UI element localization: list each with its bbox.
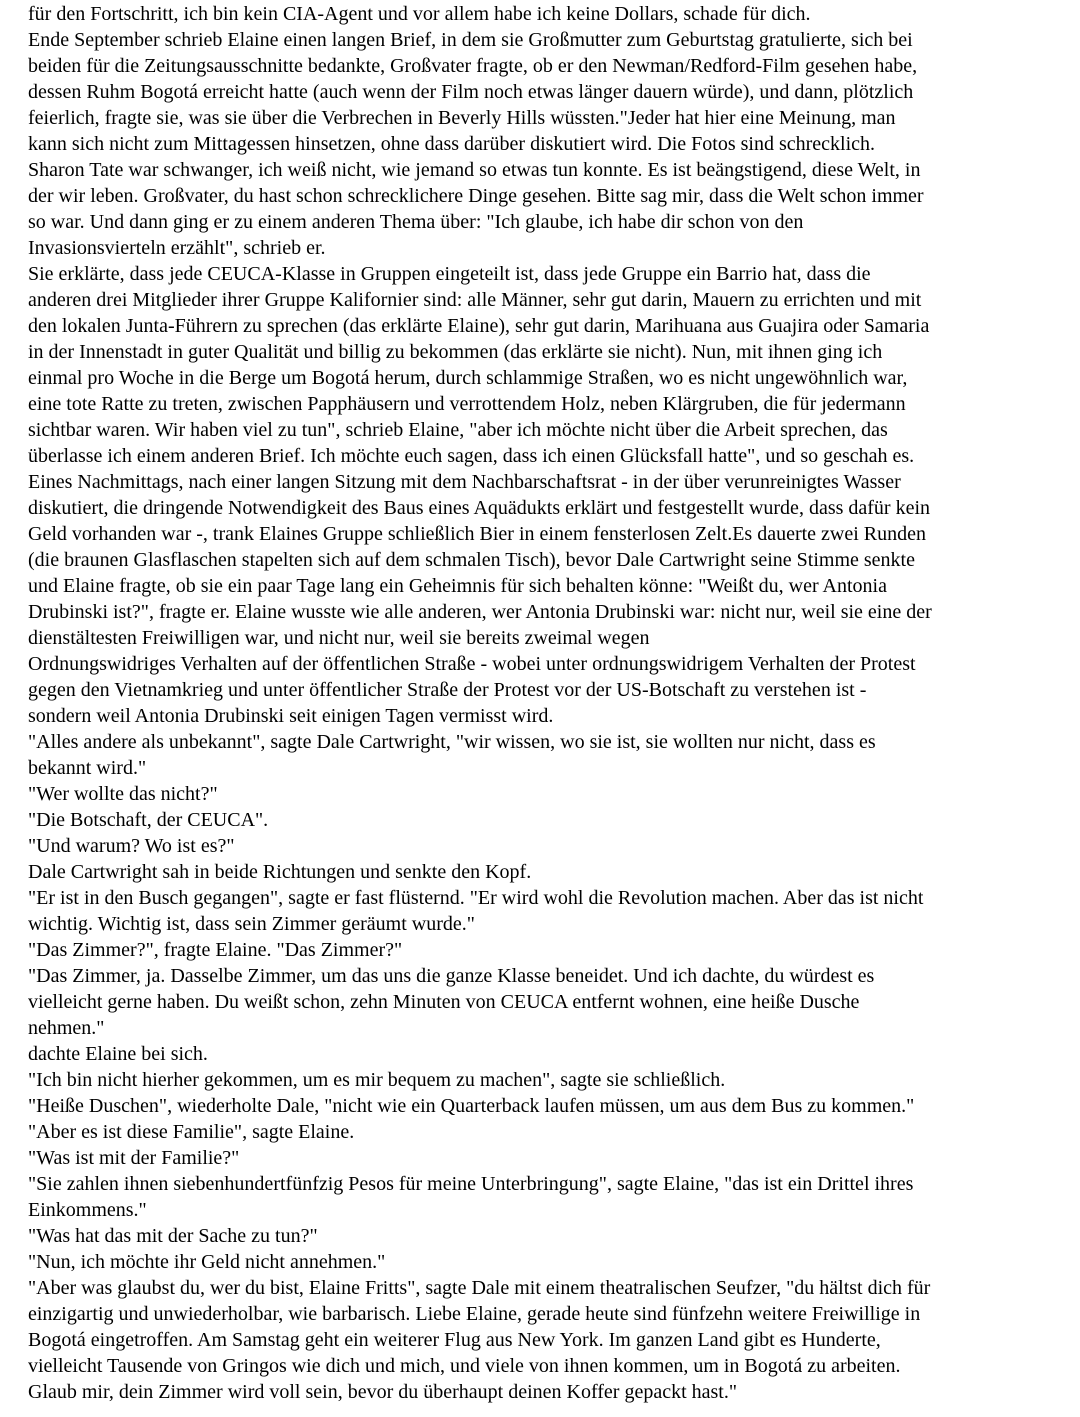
- paragraph-9: "Er ist in den Busch gegangen", sagte er fast flüsternd. "Er wird wohl die Revolution machen. Aber das ist nicht wichtig. Wichtig ist, dass sein Zimmer geräumt wurde.": [28, 887, 924, 935]
- paragraph-8: Dale Cartwright sah in beide Richtungen und senkte den Kopf.: [28, 861, 532, 883]
- paragraph-7: "Und warum? Wo ist es?": [28, 835, 235, 857]
- paragraph-13: "Ich bin nicht hierher gekommen, um es mir bequem zu machen", sagte sie schließlich.: [28, 1069, 726, 1091]
- paragraph-12: dachte Elaine bei sich.: [28, 1043, 208, 1065]
- paragraph-11: "Das Zimmer, ja. Dasselbe Zimmer, um das uns die ganze Klasse beneidet. Und ich dachte, du würdest es vielleicht gerne haben. Du weißt schon, zehn Minuten von CEUCA entfernt wohnen, eine heiße Dusche nehmen.": [28, 965, 875, 1039]
- paragraph-4: "Alles andere als unbekannt", sagte Dale Cartwright, "wir wissen, wo sie ist, sie wollten nur nicht, dass es bekannt wird.": [28, 731, 876, 779]
- paragraph-20: "Aber was glaubst du, wer du bist, Elaine Fritts", sagte Dale mit einem theatralischen Seufzer, "du hältst dich für einzigartig und unwiederholbar, wie barbarisch. Liebe Elaine, gerade heute sind fünfzehn weitere Freiwillige in Bogotá eingetroffen. Am Samstag geht ein weiterer Flug aus New York. Im ganzen Land gibt es Hunderte, vielleicht Tausende von Gringos wie dich und mich, und viele von ihnen kommen, um in Bogotá zu arbeiten. Glaub mir, dein Zimmer wird voll sein, bevor du überhaupt deinen Koffer gepackt hast.": [28, 1277, 931, 1403]
- paragraph-5: "Wer wollte das nicht?": [28, 783, 218, 805]
- paragraph-18: "Was hat das mit der Sache zu tun?": [28, 1225, 318, 1247]
- paragraph-2: Ende September schrieb Elaine einen langen Brief, in dem sie Großmutter zum Geburtstag gratulierte, sich bei beiden für die Zeitungsausschnitte bedankte, Großvater fragte, ob er den Newman/Redford-Film gesehen habe, dessen Ruhm Bogotá erreicht hatte (auch wenn der Film noch etwas länger dauern würde), und dann, plötzlich feierlich, fragte sie, was sie über die Verbrechen in Beverly Hills wüssten."Jeder hat hier eine Meinung, man kann sich nicht zum Mittagessen hinsetzen, ohne dass darüber diskutiert wird. Die Fotos sind schrecklich. Sharon Tate war schwanger, ich weiß nicht, wie jemand so etwas tun konnte. Es ist beängstigend, diese Welt, in der wir leben. Großvater, du hast schon schrecklichere Dinge gesehen. Bitte sag mir, dass die Welt schon immer so war. Und dann ging er zu einem anderen Thema über: "Ich glaube, ich habe dir schon von den Invasionsvierteln erzählt", schrieb er.: [28, 29, 924, 259]
- paragraph-1: für den Fortschritt, ich bin kein CIA-Agent und vor allem habe ich keine Dollars, schade für dich.: [28, 3, 811, 25]
- paragraph-6: "Die Botschaft, der CEUCA".: [28, 809, 269, 831]
- paragraph-19: "Nun, ich möchte ihr Geld nicht annehmen.": [28, 1251, 386, 1273]
- paragraph-15: "Aber es ist diese Familie", sagte Elaine.: [28, 1121, 355, 1143]
- paragraph-3: Sie erklärte, dass jede CEUCA-Klasse in Gruppen eingeteilt ist, dass jede Gruppe ein Barrio hat, dass die anderen drei Mitglieder ihrer Gruppe Kalifornier sind: alle Männer, sehr gut darin, Mauern zu errichten und mit den lokalen Junta-Führern zu sprechen (das erklärte Elaine), sehr gut darin, Marihuana aus Guajira oder Samaria in der Innenstadt in guter Qualität und billig zu bekommen (das erklärte sie nicht). Nun, mit ihnen ging ich einmal pro Woche in die Berge um Bogotá herum, durch schlammige Straßen, wo es nicht ungewöhnlich war, eine tote Ratte zu treten, zwischen Papphäusern und verrottendem Holz, neben Klärgruben, die für jedermann sichtbar waren. Wir haben viel zu tun", schrieb Elaine, "aber ich möchte nicht über die Arbeit sprechen, das überlasse ich einem anderen Brief. Ich möchte euch sagen, dass ich einen Glücksfall hatte", und so geschah es. Eines Nachmittags, nach einer langen Sitzung mit dem Nachbarschaftsrat - in der über verunreinigtes Wasser diskutiert, die dringende Notwendigkeit des Baus eines Aquädukts erklärt und festgestellt wurde, dass dafür kein Geld vorhanden war -, trank Elaines Gruppe schließlich Bier in einem fensterlosen Zelt.Es dauerte zwei Runden (die braunen Glasflaschen stapelten sich auf dem schmalen Tisch), bevor Dale Cartwright seine Stimme senkte und Elaine fragte, ob sie ein paar Tage lang ein Geheimnis für sich behalten könne: "Weißt du, wer Antonia Drubinski ist?", fragte er. Elaine wusste wie alle anderen, wer Antonia Drubinski war: nicht nur, weil sie eine der dienstältesten Freiwilligen war, und nicht nur, weil sie bereits zweimal wegen Ordnungswidriges Verhalten auf der öffentlichen Straße - wobei unter ordnungswidrigem Verhalten der Protest gegen den Vietnamkrieg und unter öffentlicher Straße der Protest vor der US-Botschaft zu verstehen ist - sondern weil Antonia Drubinski seit einigen Tagen vermisst wird.: [28, 263, 932, 727]
- paragraph-14: "Heiße Duschen", wiederholte Dale, "nicht wie ein Quarterback laufen müssen, um aus dem Bus zu kommen.": [28, 1095, 915, 1117]
- paragraph-17: "Sie zahlen ihnen siebenhundertfünfzig Pesos für meine Unterbringung", sagte Elaine, "das ist ein Drittel ihres Einkommens.": [28, 1173, 914, 1221]
- paragraph-10: "Das Zimmer?", fragte Elaine. "Das Zimmer?": [28, 939, 403, 961]
- paragraph-16: "Was ist mit der Familie?": [28, 1147, 240, 1169]
